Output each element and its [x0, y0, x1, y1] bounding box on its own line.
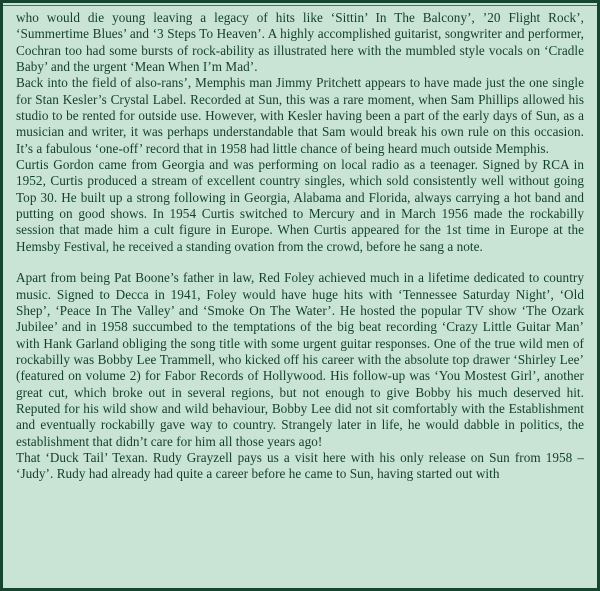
paragraph: who would die young leaving a legacy of hits like ‘Sittin’ In The Balcony’, ’20 Flight Rock’, ‘Summertime Blues’ and ‘3 Steps To Heaven’. A highly accomplished guitarist, songwriter and performer, Cochran too had some bursts of rock-ability as illustrated here with the mumbled style vocals on ‘Cradle Baby’ and the urgent ‘Mean When I’m Mad’.: [16, 10, 584, 75]
top-border-rule: [0, 0, 600, 3]
paragraph: That ‘Duck Tail’ Texan. Rudy Grayzell pays us a visit here with his only release on Sun from 1958 – ‘Judy’. Rudy had already had quite a career before he came to Sun, having started out with: [16, 449, 584, 482]
paragraph-spacer: [16, 255, 584, 270]
paragraph: Apart from being Pat Boone’s father in law, Red Foley achieved much in a lifetime dedicated to country music. Signed to Decca in 1941, Foley would have huge hits with ‘Tennessee Saturday Night’, ‘Old Shep’, ‘Peace In The Valley’ and ‘Smoke On The Water’. He hosted the popular TV show ‘The Ozark Jubilee’ and in 1958 succumbed to the temptations of the big beat recording ‘Crazy Little Guitar Man’ with Hank Garland obliging the song title with some urgent guitar responses. One of the true wild men of rockabilly was Bobby Lee Trammell, who kicked off his career with the absolute top drawer ‘Shirley Lee’ (featured on volume 2) for Fabor Records of Hollywood. His follow-up was ‘You Mostest Girl’, another great cut, which broke out in several regions, but not enough to give Bobby his much deserved hit. Reputed for his wild show and wild behaviour, Bobby Lee did not sit comfortably with the Establishment and eventually rockabilly gave way to country. Strangely later in life, he would dabble in politics, the establishment that didn’t care for him all those years ago!: [16, 270, 584, 449]
page-body-text: [3, 6, 597, 588]
paragraph: Back into the field of also-rans’, Memphis man Jimmy Pritchett appears to have made just the one single for Stan Kesler’s Crystal Label. Recorded at Sun, this was a rare moment, when Sam Phillips allowed his studio to be rented for outside use. However, with Kesler having been a part of the early days of Sun, as a musician and writer, it was perhaps understandable that Sam would break his own rule on this occasion. It’s a fabulous ‘one-off’ record that in 1958 had little chance of being heard much outside Memphis.: [16, 75, 584, 156]
paragraph: Curtis Gordon came from Georgia and was performing on local radio as a teenager. Signed by RCA in 1952, Curtis produced a stream of excellent country singles, which sold consistently well without going Top 30. He built up a strong following in Georgia, Alabama and Florida, always carrying a hot band and putting on good shows. In 1954 Curtis switched to Mercury and in March 1956 made the rockabilly session that made him a cult figure in Europe. When Curtis appeared for the 1st time in Europe at the Hemsby Festival, he received a standing ovation from the crowd, before he sang a note.: [16, 157, 584, 254]
